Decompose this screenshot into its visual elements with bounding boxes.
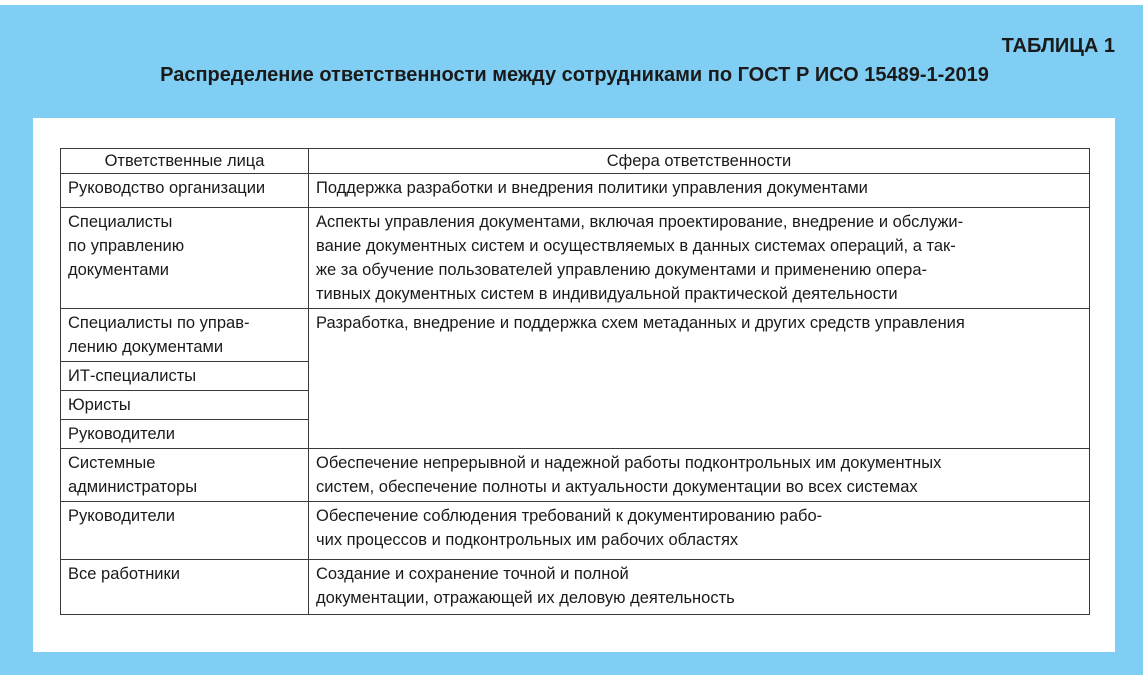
person-cell	[61, 309, 309, 362]
scope-line: Создание и сохранение точной и полной	[316, 565, 629, 583]
scope-line: Обеспечение соблюдения требований к документированию рабо-	[316, 507, 823, 525]
person-line: Юристы	[68, 396, 131, 414]
table-row	[61, 502, 1090, 560]
person-line: ИТ-специалисты	[68, 367, 197, 385]
table-row	[61, 309, 1090, 362]
scope-line: систем, обеспечение полноты и актуальности документации во всех системах	[316, 478, 918, 496]
table-title: Распределение ответственности между сотрудниками по ГОСТ Р ИСО 15489-1-2019	[160, 64, 989, 86]
person-line: Руководители	[68, 425, 175, 443]
scope-line: Поддержка разработки и внедрения политики управления документами	[316, 179, 868, 197]
person-line: Специалисты	[68, 213, 173, 231]
table-row	[61, 174, 1090, 208]
scope-cell	[309, 560, 1090, 615]
person-line: Все работники	[68, 565, 180, 583]
header-persons: Ответственные лица	[61, 149, 309, 174]
scope-cell	[309, 449, 1090, 502]
person-cell	[61, 362, 309, 391]
scope-cell	[309, 309, 1090, 449]
person-cell	[61, 449, 309, 502]
person-line: Руководители	[68, 507, 175, 525]
table-panel	[33, 118, 1115, 652]
scope-line: Разработка, внедрение и поддержка схем метаданных и других средств управления	[316, 314, 965, 332]
person-line: документами	[68, 261, 170, 279]
scope-line: чих процессов и подконтрольных им рабочих областях	[316, 531, 739, 549]
scope-line: документации, отражающей их деловую деятельность	[316, 589, 735, 607]
table-frame	[0, 5, 1143, 675]
person-cell	[61, 174, 309, 208]
person-cell	[61, 391, 309, 420]
table-row	[61, 208, 1090, 309]
table-row	[61, 560, 1090, 615]
table-row	[61, 449, 1090, 502]
responsibility-table	[60, 148, 1090, 615]
scope-cell	[309, 174, 1090, 208]
person-line: Руководство организации	[68, 179, 266, 197]
table-number: ТАБЛИЦА 1	[1001, 35, 1115, 57]
person-line: Специалисты по управ-	[68, 314, 250, 332]
person-line: лению документами	[68, 338, 224, 356]
scope-line: Обеспечение непрерывной и надежной работы подконтрольных им документных	[316, 454, 942, 472]
header-scope: Сфера ответственности	[309, 149, 1090, 174]
person-cell	[61, 208, 309, 309]
person-cell	[61, 420, 309, 449]
scope-cell	[309, 208, 1090, 309]
scope-line: же за обучение пользователей управлению документами и применению опера-	[316, 261, 928, 279]
scope-line: Аспекты управления документами, включая проектирование, внедрение и обслужи-	[316, 213, 964, 231]
person-cell	[61, 560, 309, 615]
person-line: по управлению	[68, 237, 185, 255]
person-line: администраторы	[68, 478, 198, 496]
header-row	[61, 149, 1090, 174]
scope-cell	[309, 502, 1090, 560]
person-cell	[61, 502, 309, 560]
scope-line: тивных документных систем в индивидуальной практической деятельности	[316, 285, 898, 303]
person-line: Системные	[68, 454, 156, 472]
scope-line: вание документных систем и осуществляемых в данных системах операций, а так-	[316, 237, 956, 255]
